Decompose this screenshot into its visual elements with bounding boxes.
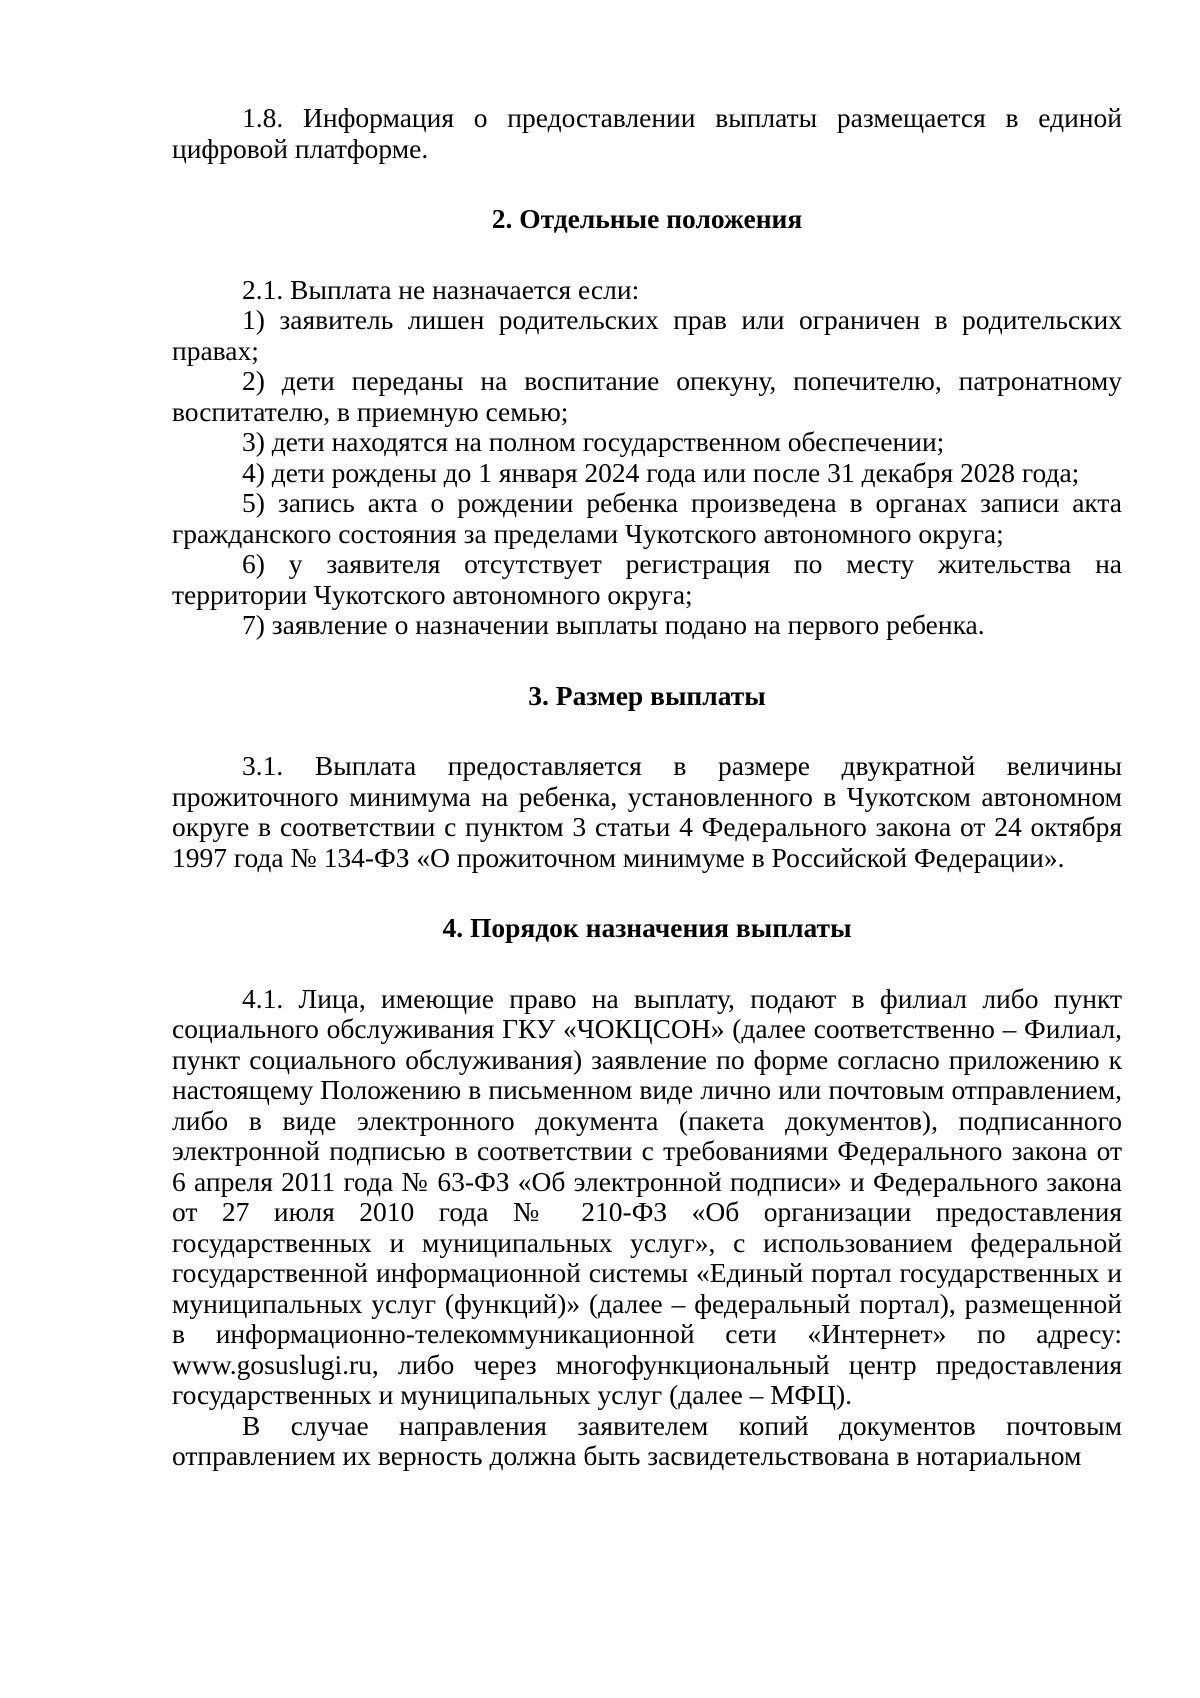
- section-2-heading: 2. Отдельные положения: [491, 203, 803, 234]
- list-item-2-1-1: 1) заявитель лишен родительских прав или ограничен в родительских правах;: [172, 304, 1122, 366]
- list-item-2-1-7: 7) заявление о назначении выплаты подано на первого ребенка.: [242, 609, 985, 640]
- list-item-2-1-2: 2) дети переданы на воспитание опекуну, попечителю, патронатному воспитателю, в приемную семью;: [172, 365, 1122, 427]
- list-item-2-1-5: 5) запись акта о рождении ребенка произведена в органах записи акта гражданского состояния за пределами Чукотского автономного округа;: [172, 487, 1122, 549]
- list-item-2-1-3: 3) дети находятся на полном государственном обеспечении;: [242, 426, 945, 457]
- section-2-body: [172, 275, 1122, 641]
- paragraph-1-8: 1.8. Информация о предоставлении выплаты размещается в единой цифровой платформе.: [172, 102, 1122, 164]
- list-item-2-1-6: 6) у заявителя отсутствует регистрация по месту жительства на территории Чукотского автономного округа;: [172, 548, 1122, 610]
- paragraph-3-1: 3.1. Выплата предоставляется в размере двукратной величины прожиточного минимума на ребенка, установленного в Чукотском автономном округе в соответствии с пунктом 3 статьи 4 Федерального закона от 24 октября 1997 года № 134-ФЗ «О прожиточном минимуме в Российской Федерации».: [172, 750, 1122, 873]
- section-4-body: [172, 984, 1122, 1472]
- section-4-heading: 4. Порядок назначения выплаты: [442, 912, 852, 943]
- paragraph-4-1-continued: В случае направления заявителем копий документов почтовым отправлением их верность должна быть засвидетельствована в нотариальном: [172, 1409, 1122, 1471]
- list-item-2-1-4: 4) дети рождены до 1 января 2024 года или после 31 декабря 2028 года;: [242, 456, 1080, 488]
- paragraph-4-1: 4.1. Лица, имеющие право на выплату, подают в филиал либо пункт социального обслуживания ГКУ «ЧОКЦСОН» (далее соответственно – Филиал, пункт социального обслуживания) заявление по форме согласно приложению к настоящему Положению в письменном виде лично или почтовым отправлением, либо в виде электронного документа (пакета документов), подписанного электронной подписью в соответствии с требованиями Федерального закона от 6 апреля 2011 года № 63-ФЗ «Об электронной подписи» и Федерального закона от 27 июля 2010 года № 210-ФЗ «Об организации предоставления государственных и муниципальных услуг», с использованием федеральной государственной информационной системы «Единый портал государственных и муниципальных услуг (функций)» (далее – федеральный портал), размещенной в информационно-телекоммуникационной сети «Интернет» по адресу: www.gosuslugi.ru, либо через многофункциональный центр предоставления государственных и муниципальных услуг (далее – МФЦ).: [172, 982, 1122, 1410]
- section-3-body: [172, 751, 1122, 873]
- section-3-heading: 3. Размер выплаты: [528, 679, 766, 711]
- paragraph-2-1: 2.1. Выплата не назначается если:: [242, 273, 640, 305]
- document-body: [172, 103, 1122, 1472]
